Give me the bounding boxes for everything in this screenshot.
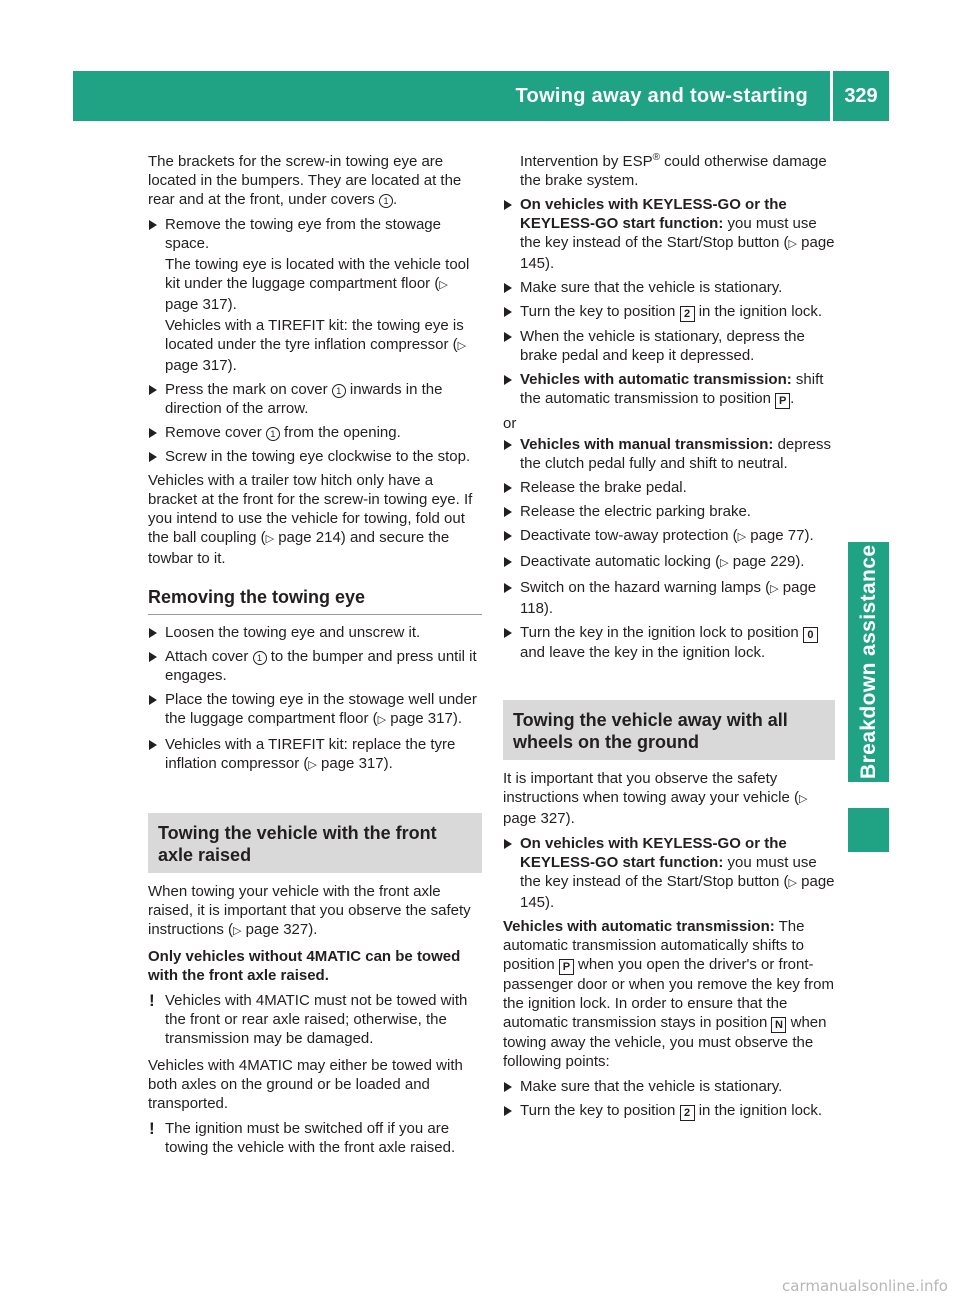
warning-note: ! Vehicles with 4MATIC must not be towed with the front or rear axle raised; otherwise, the transmission may be damaged. [149,991,468,1047]
instruction-step: Deactivate tow-away protection (▷ page 77). [503,526,835,547]
page-header [73,71,889,121]
page-ref-icon: ▷ [720,557,729,569]
page-ref-icon: ▷ [770,583,779,595]
page-reference[interactable]: page 118 [520,579,817,617]
page-ref-icon: ▷ [377,714,387,726]
page-reference[interactable]: page 77 [750,527,805,544]
instruction-step: Press the mark on cover 1 inwards in the direction of the arrow. [148,380,482,418]
instruction-step: Vehicles with a TIREFIT kit: replace the tyre inflation compressor (▷ page 317). [148,735,482,775]
instruction-step: When the vehicle is stationary, depress the brake pedal and keep it depressed. [503,327,835,365]
cover-number-badge: 1 [266,427,280,441]
page-ref-icon: ▷ [233,925,242,937]
page-reference[interactable]: page 145 [520,234,835,272]
exclamation-icon: ! [149,991,155,1010]
instruction-step: Turn the key to position 2 in the ignition lock. [503,302,835,322]
page-reference[interactable]: page 317 [390,710,453,727]
section-box-heading: Towing the vehicle with the front axle raised [148,813,482,873]
or-label: or [503,415,517,432]
right-column [503,152,835,1126]
paragraph: When towing your vehicle with the front axle raised, it is important that you observe the safety instructions (▷ page 327). [148,883,471,938]
instruction-step: Make sure that the vehicle is stationary. [503,278,835,297]
instruction-step: Attach cover 1 to the bumper and press until it engages. [148,647,482,685]
instruction-step: On vehicles with KEYLESS-GO or the KEYLESS-GO start function: you must use the key instead of the Start/Stop button (▷ page 145). [503,195,835,273]
section-box-heading: Towing the vehicle away with all wheels on the ground [503,700,835,760]
key-position-badge: 0 [803,627,818,643]
page-ref-icon: ▷ [798,793,808,805]
page-ref-icon: ▷ [439,279,448,291]
continued-text: Intervention by ESP® could otherwise damage the brake system. [520,152,827,189]
page-ref-icon: ▷ [265,533,275,545]
chapter-marker [848,808,889,852]
paragraph: Vehicles with automatic transmission: The automatic transmission automatically shifts to position P when you open the driver's or front-passenger door or when you remove the key from the ignition lock. In order to ensure that the automatic transmission stays in position N when towing away the vehicle, you must observe the following points: [503,918,835,1070]
chapter-tab: Breakdown assistance [848,542,889,782]
paragraph: It is important that you observe the safety instructions when towing away your vehicle (▷ page 327). [503,770,808,827]
key-position-badge: 2 [680,1105,695,1121]
page-ref-icon: ▷ [788,877,797,889]
left-column [148,152,482,1165]
instruction-step: Turn the key to position 2 in the ignition lock. [503,1101,835,1121]
gear-position-badge: N [771,1017,786,1033]
instruction-step: Deactivate automatic locking (▷ page 229). [503,552,835,573]
page-ref-icon: ▷ [457,340,467,352]
instruction-step: Release the electric parking brake. [503,502,835,521]
paragraph: Vehicles with 4MATIC may either be towed with both axles on the ground or be loaded and transported. [148,1057,463,1112]
cover-number-badge: 1 [332,384,346,398]
instruction-step: Release the brake pedal. [503,478,835,497]
key-position-badge: 2 [680,306,695,322]
cover-number-badge: 1 [379,194,393,208]
paragraph: The brackets for the screw-in towing eye are located in the bumpers. They are located at the rear and at the front, under covers 1 . [148,153,462,208]
instruction-step: Turn the key in the ignition lock to position 0 and leave the key in the ignition lock. [503,623,835,662]
instruction-step: On vehicles with KEYLESS-GO or the KEYLESS-GO start function: you must use the key instead of the Start/Stop button (▷ page 145). [503,834,835,912]
exclamation-icon: ! [149,1119,155,1138]
page-number: 329 [844,84,878,107]
instruction-step: Vehicles with manual transmission: depress the clutch pedal fully and shift to neutral. [503,435,835,473]
paragraph: Vehicles with a trailer tow hitch only have a bracket at the front for the screw-in towing eye. If you intend to use the vehicle for towing, fold out the ball coupling (▷ page 214) and secure the towbar to it. [148,472,473,567]
page-ref-icon: ▷ [788,238,797,250]
page-reference[interactable]: page 145 [520,873,835,911]
page-reference[interactable]: page 327 [245,921,309,938]
instruction-step: Loosen the towing eye and unscrew it. [148,623,482,642]
page-reference[interactable]: page 317 [165,296,228,313]
watermark: carmanualsonline.info [782,1277,948,1295]
instruction-step: Screw in the towing eye clockwise to the stop. [148,447,482,466]
section-title: Towing away and tow-starting [515,84,808,107]
page-reference[interactable]: page 317 [165,357,228,374]
warning-note: ! The ignition must be switched off if you are towing the vehicle with the front axle raised. [149,1119,456,1156]
bold-note: Only vehicles without 4MATIC can be towed with the front axle raised. [148,948,461,984]
instruction-step: Vehicles with automatic transmission: shift the automatic transmission to position P . [503,370,835,409]
section-heading: Removing the towing eye [148,588,482,615]
page-reference[interactable]: page 317 [321,755,384,772]
gear-position-badge: P [559,959,574,975]
page-reference[interactable]: page 229 [732,553,796,570]
instruction-step: Remove cover 1 from the opening. [148,423,482,442]
cover-number-badge: 1 [253,651,267,665]
instruction-step: Place the towing eye in the stowage well under the luggage compartment floor (▷ page 317). [148,690,482,730]
instruction-step: Make sure that the vehicle is stationary. [503,1077,835,1096]
page-reference[interactable]: page 327 [503,810,566,827]
instruction-step: Switch on the hazard warning lamps (▷ page 118). [503,578,835,618]
page-reference[interactable]: page 214 [278,529,341,546]
page-ref-icon: ▷ [737,531,747,543]
gear-position-badge: P [775,393,790,409]
page-ref-icon: ▷ [308,759,317,771]
instruction-step: Remove the towing eye from the stowage space. The towing eye is located with the vehicle tool kit under the luggage compartment floor (▷ page 317). Vehicles with a TIREFIT kit: the towing eye is located under the tyre inflation compressor (▷ page 317). [148,215,482,375]
